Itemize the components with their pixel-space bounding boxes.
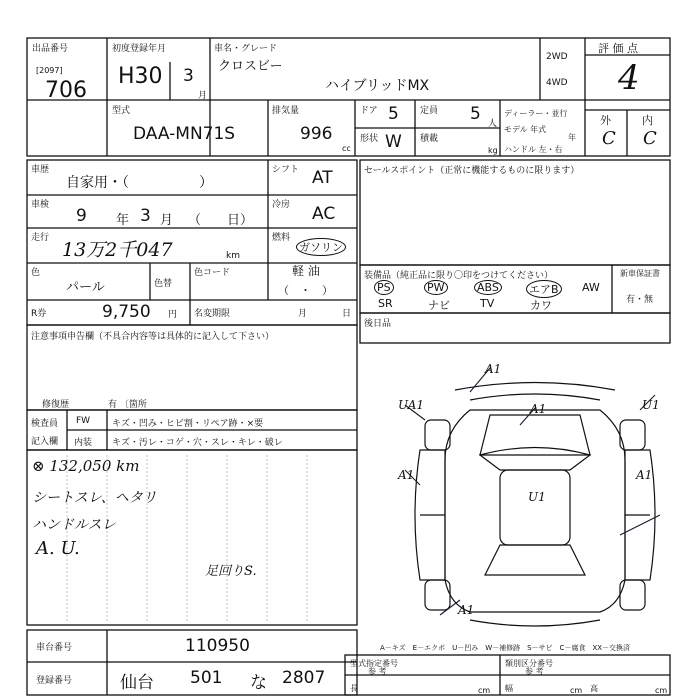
yen-unit: 円 [168,310,178,320]
fuel-label: 燃料 [272,233,291,243]
cc-unit: cc [342,144,351,153]
width-cm: cm [570,686,583,695]
model-year-label: モデル 年式 [504,125,547,134]
inspection-day: （ 日） [188,213,254,228]
damage-mark-hood: A1 [530,402,547,416]
equipment-navi: ナビ [428,299,450,312]
load-label: 積載 [420,134,439,144]
color-label: 色 [31,268,41,278]
handwritten-handle: ハンドルスレ [32,517,116,533]
shape-label: 形状 [360,134,379,144]
plate-city: 仙台 [120,673,154,693]
shift-value: AT [312,168,333,188]
name-change-label: 名変期限 [194,309,231,319]
equipment-airbag: エアB [526,280,562,298]
type-designation-label: 型式指定番号 [350,659,398,668]
chassis-label: 車台番号 [36,643,73,653]
type-designation-sub: 参 考 [368,667,387,676]
width-label: 幅 [505,684,513,693]
repair-label: 修復歴 [42,400,70,410]
plate-number: 2807 [282,668,326,688]
height-cm: cm [655,686,668,695]
color-change-label: 色替 [154,279,173,289]
color-value: パール [66,280,105,295]
exterior-label: 外 [600,114,611,127]
plate-kana: な [250,673,267,693]
lot-number-label: 出品番号 [32,44,69,54]
handwritten-suspension: 足回りS. [205,564,257,579]
inspector-label: 検査員 [31,419,59,429]
exterior-grade: C [602,128,616,149]
capacity-label: 定員 [420,106,439,116]
displacement-label: 排気量 [272,106,300,116]
repair-value: 有 〔箇所 [108,400,147,410]
door-label: ドア [360,106,378,116]
recycle-label: R券 [31,309,47,319]
recycle-value: 9,750 [102,302,151,322]
height-label: 高 [590,684,598,693]
equipment-ps: PS [374,280,394,295]
aircon-label: 冷房 [272,200,291,210]
plate-class: 501 [190,668,223,688]
shape: W [385,132,402,152]
equipment-label: 装備品（純正品に限り〇印をつけてください） [364,271,554,281]
score-value: 4 [618,58,640,98]
new-warranty-value: 有・無 [626,295,654,305]
lot-number: 706 [45,78,87,103]
length-cm: cm [478,686,491,695]
damage-mark-right: A1 [636,468,653,482]
car-name: クロスビー [218,59,283,74]
plate-label: 登録番号 [36,676,73,686]
handwritten-au: A. U. [36,538,80,559]
kg-unit: kg [488,146,498,155]
person-unit: 人 [488,119,498,129]
doors: 5 [388,104,399,124]
car-grade: ハイブリッドMX [325,78,430,94]
drive-2wd: 2WD [546,52,568,62]
inspection-year: 9 [76,206,87,226]
name-change-day: 日 [342,309,352,319]
car-name-label: 車名・グレード [214,44,278,54]
equipment-sr: SR [378,297,393,310]
fuel-gasoline: ガソリン [296,238,346,256]
fuel-paren: （ ・ ） [278,284,333,297]
score-label: 評 価 点 [598,42,638,55]
capacity: 5 [470,104,481,124]
aircon-value: AC [312,204,336,224]
notes-label: 注意事項申告欄（不具合内容等は具体的に記入して下さい） [31,332,275,342]
month-unit: 月 [198,91,208,101]
mileage-value: 13万2千047 [62,239,173,261]
damage-mark-front-right: U1 [642,398,660,412]
model-label: 型式 [112,106,131,116]
history-label: 車歴 [31,165,50,175]
interior-grade: C [643,128,657,149]
back-seat-label: 後日品 [364,319,392,329]
fw-items: キズ・凹み・ヒビ割・リペア跡・×要 [112,419,264,429]
inspection-label: 車検 [31,200,50,210]
category-sub: 参 考 [525,667,544,676]
first-registration-label: 初度登録年月 [112,44,167,54]
fuel-diesel: 軽 油 [292,264,320,278]
handwritten-seat: シートスレ、ヘタリ [32,490,157,506]
length-label: 長 [350,684,358,693]
damage-legend: A－キズ E－エクボ U－凹み W－補修跡 S－サビ C－腐食 XX－交換済 [380,644,631,652]
damage-mark-rear: A1 [458,603,475,617]
damage-mark-left: A1 [398,468,415,482]
handwritten-mileage: ⊗ 132,050 km [32,457,140,475]
damage-mark-roof: U1 [528,490,546,504]
inspection-month: 3 [140,206,151,226]
drive-4wd: 4WD [546,78,568,88]
new-warranty-label: 新車保証書 [620,269,660,278]
equipment-tv: TV [480,297,495,310]
equipment-pw: PW [424,280,448,295]
category-label: 類別区分番号 [505,659,553,668]
interior-items: キズ・汚レ・コゲ・穴・スレ・キレ・破レ [112,438,283,448]
color-code-label: 色コード [194,268,231,278]
interior-label: 内 [642,114,653,127]
equipment-leather: カワ [530,299,552,312]
displacement: 996 [300,124,333,144]
inspection-month-unit: 月 [160,213,174,228]
mileage-label: 走行 [31,233,50,243]
damage-mark-front-left: UA1 [398,398,425,412]
history-value: 自家用・（ ） [66,175,213,191]
model-code: DAA-MN71S [133,124,236,144]
inspection-year-unit: 年 [116,213,130,228]
dealer-label: ディーラー・並行 [504,109,568,118]
registration-year: H30 [118,64,163,89]
equipment-abs: ABS [474,280,502,295]
lot-sub-number: [2097] [36,66,63,75]
km-unit: km [226,251,240,261]
interior-trim-label: 内装 [74,438,93,448]
name-change-month: 月 [298,309,308,319]
fw-label: FW [76,416,91,426]
shift-label: シフト [272,165,300,175]
damage-mark-front: A1 [485,362,502,376]
year-suffix: 年 [568,133,576,142]
entry-label: 記入欄 [31,437,59,447]
chassis-number: 110950 [185,636,250,656]
handle-label: ハンドル 左・右 [504,145,563,154]
sales-point-label: セールスポイント（正常に機能するものに限ります） [364,166,580,176]
registration-month: 3 [183,66,194,86]
equipment-aw: AW [582,281,600,294]
